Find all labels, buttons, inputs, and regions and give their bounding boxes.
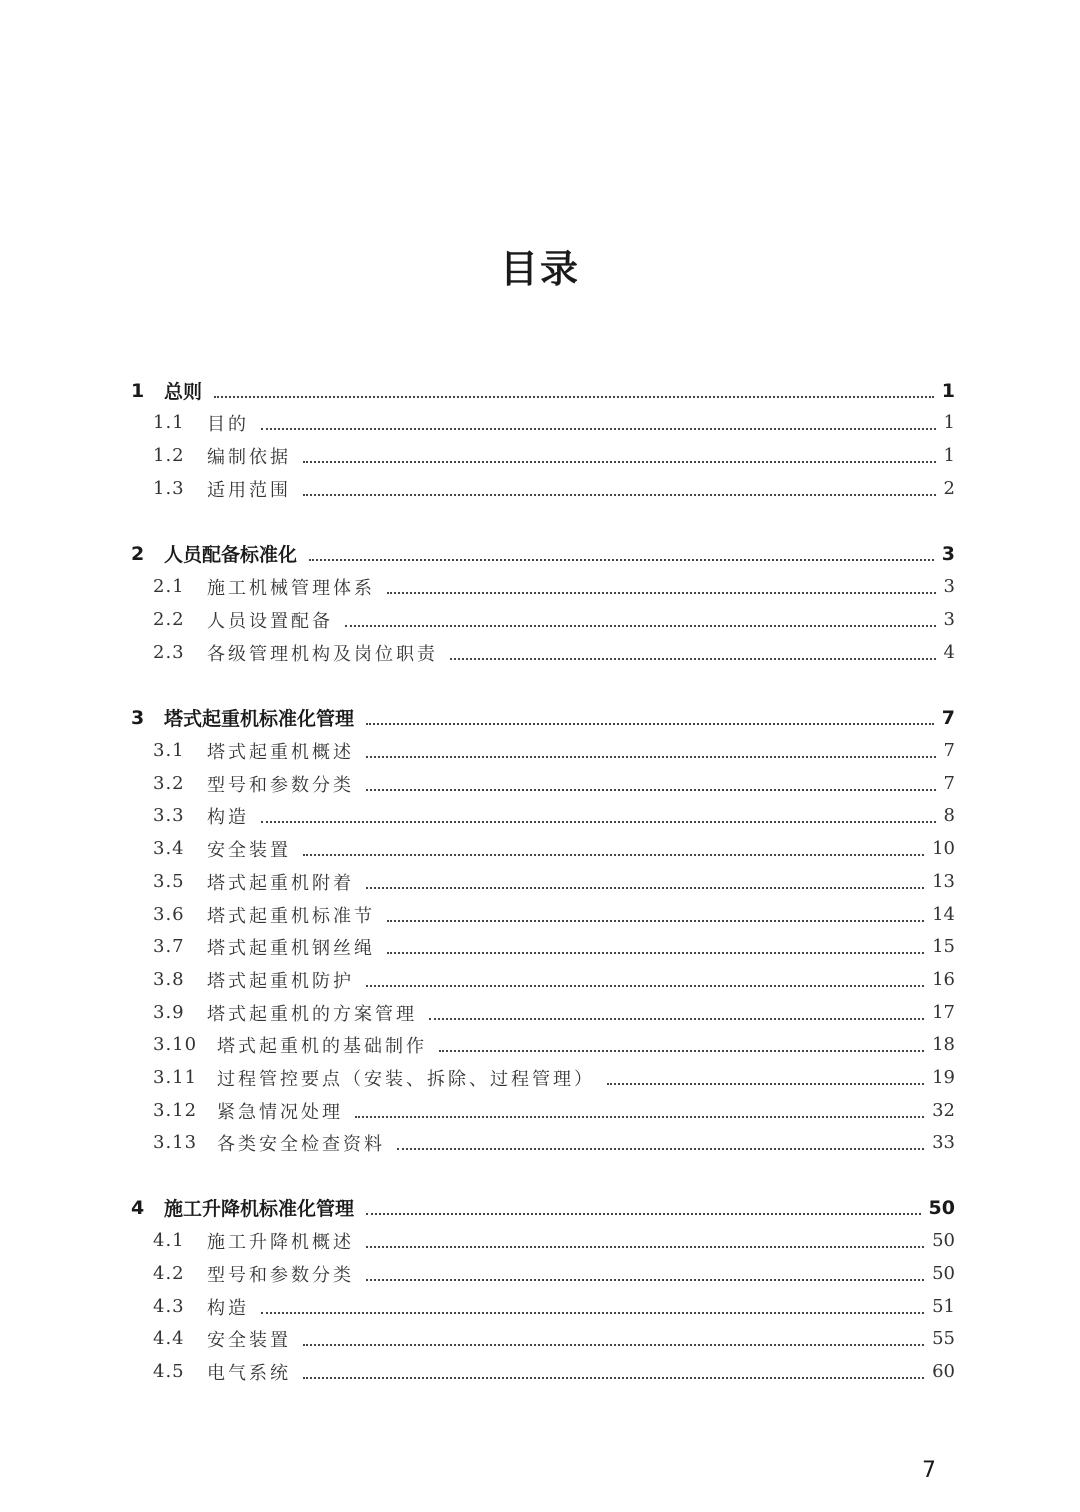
toc-page-number: 51 (932, 1296, 955, 1317)
toc-title: 施工升降机概述 (207, 1231, 354, 1253)
toc-section-row (0, 832, 1080, 865)
toc-leader-dots (303, 848, 924, 856)
toc-title: 型号和参数分类 (207, 774, 354, 796)
toc-number: 3.1 (153, 740, 185, 761)
toc-number: 3.5 (153, 871, 185, 892)
toc-section-row (0, 1028, 1080, 1061)
toc-section-row (0, 603, 1080, 636)
toc-number: 4.4 (153, 1328, 185, 1349)
toc-title: 施工机械管理体系 (207, 577, 375, 599)
toc-page-number: 16 (932, 969, 955, 990)
toc-section-row (0, 930, 1080, 963)
toc-title: 各类安全检查资料 (217, 1133, 385, 1155)
toc-page-number: 8 (943, 805, 955, 826)
toc-number: 4.2 (153, 1263, 185, 1284)
toc-page-number: 7 (941, 706, 955, 729)
toc-section-row (0, 1322, 1080, 1355)
toc-number: 3.8 (153, 969, 185, 990)
toc-page-number: 17 (932, 1002, 955, 1023)
toc-title: 人员设置配备 (207, 610, 333, 632)
toc-section-row (0, 734, 1080, 767)
toc-number: 2.2 (153, 609, 185, 630)
toc-page-number: 3 (943, 576, 955, 597)
toc-section-row (0, 1257, 1080, 1290)
toc-section-row (0, 1224, 1080, 1257)
toc-page-number: 1 (941, 379, 955, 402)
toc-leader-dots (450, 652, 936, 660)
toc-page-number: 50 (928, 1196, 955, 1219)
toc-leader-dots (309, 553, 934, 561)
toc-leader-dots (607, 1077, 924, 1085)
toc-leader-dots (366, 1273, 924, 1281)
toc-leader-dots (261, 815, 936, 823)
toc-section-row (0, 799, 1080, 832)
toc-number: 3.6 (153, 904, 185, 925)
toc-number: 3 (131, 706, 145, 729)
toc-title: 塔式起重机钢丝绳 (207, 937, 375, 959)
toc-leader-dots (303, 488, 936, 496)
toc-page-number: 50 (932, 1263, 955, 1284)
toc-page-number: 4 (943, 642, 955, 663)
toc-chapter-row (0, 374, 1080, 407)
toc-number: 3.3 (153, 805, 185, 826)
toc-page-number: 33 (932, 1132, 955, 1153)
toc-title: 构造 (207, 806, 249, 828)
toc-title: 紧急情况处理 (217, 1101, 343, 1123)
toc-title: 塔式起重机标准节 (207, 905, 375, 927)
toc-section-row (0, 472, 1080, 505)
toc-leader-dots (429, 1012, 924, 1020)
toc-section-row (0, 1290, 1080, 1323)
toc-page-number: 3 (943, 609, 955, 630)
toc-leader-dots (345, 619, 936, 627)
toc-number: 3.11 (153, 1067, 198, 1088)
toc-number: 1.2 (153, 445, 185, 466)
toc-number: 4 (131, 1196, 145, 1219)
toc-number: 2.3 (153, 642, 185, 663)
toc-section-row (0, 1126, 1080, 1159)
toc-leader-dots (366, 979, 924, 987)
toc-number: 3.10 (153, 1034, 198, 1055)
toc-leader-dots (366, 1240, 924, 1248)
toc-page-number: 15 (932, 936, 955, 957)
toc-page-number: 1 (943, 445, 955, 466)
toc-page-number: 3 (941, 542, 955, 565)
toc-title: 人员配备标准化 (164, 544, 298, 566)
toc-page-number: 60 (932, 1361, 955, 1382)
toc-page-number: 7 (943, 740, 955, 761)
toc-number: 4.5 (153, 1361, 185, 1382)
toc-section-row (0, 996, 1080, 1029)
toc-title: 安全装置 (207, 1329, 291, 1351)
toc-number: 2 (131, 542, 145, 565)
toc-section-row (0, 1061, 1080, 1094)
toc-title: 编制依据 (207, 446, 291, 468)
toc-number: 1.3 (153, 478, 185, 499)
toc-number: 2.1 (153, 576, 185, 597)
toc-section-row (0, 1355, 1080, 1388)
toc-title: 塔式起重机的基础制作 (217, 1035, 427, 1057)
toc-page-number: 10 (932, 838, 955, 859)
toc-page-number: 32 (932, 1100, 955, 1121)
toc-leader-dots (366, 783, 936, 791)
toc-leader-dots (366, 1207, 921, 1215)
toc-title: 电气系统 (207, 1362, 291, 1384)
toc-page-number: 7 (943, 773, 955, 794)
toc-page-number: 50 (932, 1230, 955, 1251)
toc-title: 过程管控要点（安装、拆除、过程管理） (217, 1068, 595, 1090)
toc-title: 适用范围 (207, 479, 291, 501)
toc-title: 塔式起重机的方案管理 (207, 1003, 417, 1025)
toc-leader-dots (303, 455, 936, 463)
toc-page-number: 2 (943, 478, 955, 499)
toc-page-number: 14 (932, 904, 955, 925)
toc-number: 3.13 (153, 1132, 198, 1153)
toc-leader-dots (397, 1142, 924, 1150)
toc-section-row (0, 767, 1080, 800)
toc-number: 1.1 (153, 412, 185, 433)
toc-title: 各级管理机构及岗位职责 (207, 643, 438, 665)
toc-page-number: 18 (932, 1034, 955, 1055)
toc-number: 3.7 (153, 936, 185, 957)
toc-leader-dots (214, 390, 934, 398)
toc-title: 总则 (164, 381, 203, 403)
toc-title: 型号和参数分类 (207, 1264, 354, 1286)
toc-title: 塔式起重机附着 (207, 872, 354, 894)
toc-title: 安全装置 (207, 839, 291, 861)
toc-leader-dots (387, 914, 924, 922)
toc-number: 4.1 (153, 1230, 185, 1251)
toc-section-row (0, 963, 1080, 996)
toc-leader-dots (355, 1110, 924, 1118)
toc-leader-dots (366, 881, 924, 889)
toc-title: 塔式起重机防护 (207, 970, 354, 992)
toc-section-row (0, 406, 1080, 439)
toc-page-number: 1 (943, 412, 955, 433)
toc-title: 塔式起重机概述 (207, 741, 354, 763)
toc-page-number: 55 (932, 1328, 955, 1349)
toc-section-row (0, 636, 1080, 669)
toc-title: 构造 (207, 1297, 249, 1319)
page-title: 目录 (499, 247, 580, 291)
toc-leader-dots (261, 1306, 924, 1314)
toc-leader-dots (366, 750, 936, 758)
toc-section-row (0, 898, 1080, 931)
toc-leader-dots (303, 1371, 924, 1379)
toc-number: 1 (131, 379, 145, 402)
toc-number: 3.9 (153, 1002, 185, 1023)
toc-page-number: 13 (932, 871, 955, 892)
toc-chapter-row (0, 1191, 1080, 1224)
toc-section-row (0, 1094, 1080, 1127)
toc-leader-dots (387, 946, 924, 954)
toc-chapter-row (0, 537, 1080, 570)
toc-chapter-row (0, 701, 1080, 734)
toc-title: 塔式起重机标准化管理 (164, 708, 355, 730)
toc-title: 施工升降机标准化管理 (164, 1198, 355, 1220)
toc-number: 3.12 (153, 1100, 198, 1121)
toc-section-row (0, 570, 1080, 603)
toc-leader-dots (387, 586, 936, 594)
toc-number: 3.4 (153, 838, 185, 859)
toc-section-row (0, 439, 1080, 472)
toc-leader-dots (366, 717, 934, 725)
toc-title: 目的 (207, 413, 249, 435)
page-number: 7 (922, 1458, 936, 1483)
toc-leader-dots (303, 1338, 924, 1346)
toc-page-number: 19 (932, 1067, 955, 1088)
toc-leader-dots (261, 422, 936, 430)
toc-leader-dots (439, 1044, 924, 1052)
toc-number: 4.3 (153, 1296, 185, 1317)
toc-number: 3.2 (153, 773, 185, 794)
toc-section-row (0, 865, 1080, 898)
